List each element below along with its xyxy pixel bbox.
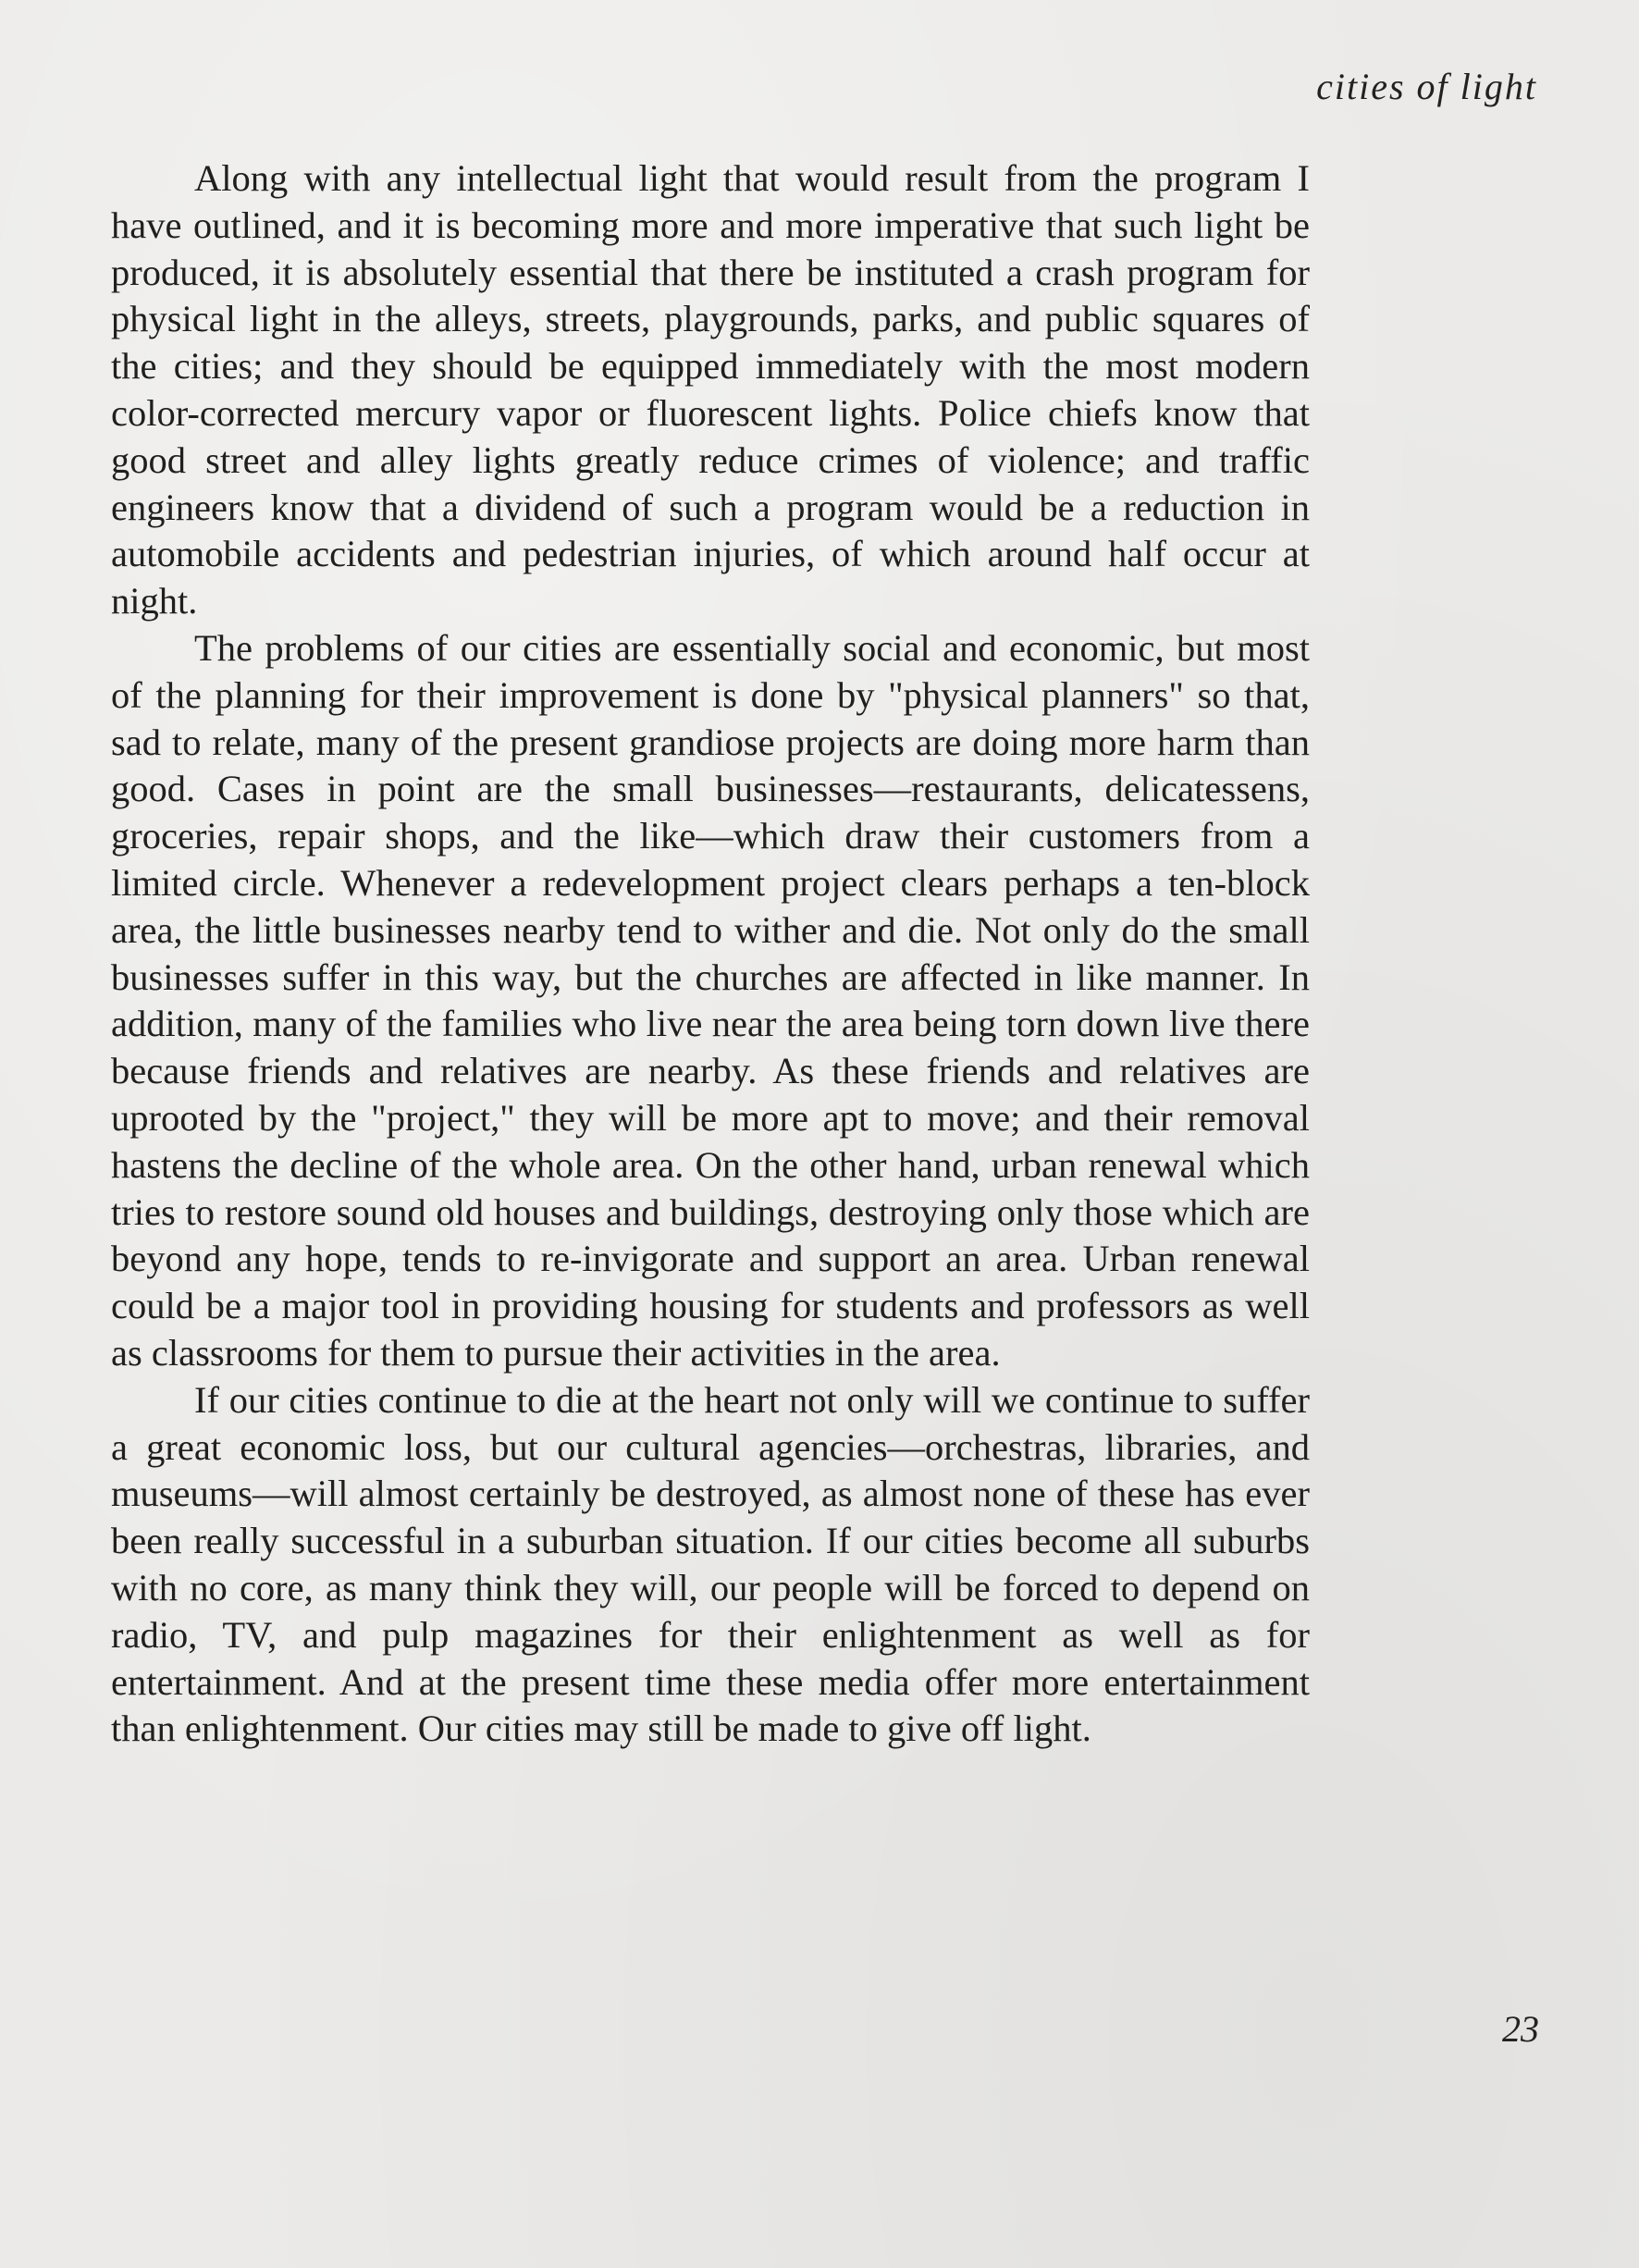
running-head: cities of light: [1316, 66, 1537, 107]
paragraph-3: If our cities continue to die at the heart not only will we continue to suffer a great economic loss, but our cultural agencies—orchestras, libraries, and museums—will almost certainly be destroyed, as almost none of these has ever been really successful in a suburban situation. If our cities become all suburbs with no core, as many think they will, our people will be forced to depend on radio, TV, and pulp magazines for their enlightenment as well as for entertainment. And at the present time these media offer more entertainment than enlightenment. Our cities may still be made to give off light.: [111, 1378, 1310, 1750]
body-text: [111, 155, 1310, 1753]
page-number: 23: [1502, 2008, 1539, 2050]
paragraph-2: The problems of our cities are essentially social and economic, but most of the planning for their improvement is done by "physical planners" so that, sad to relate, many of the present grandiose projects are doing more harm than good. Cases in point are the small businesses—restaurants, delicatessens, groceries, repair shops, and the like—which draw their customers from a limited circle. Whenever a redevelopment project clears perhaps a ten-block area, the little businesses nearby tend to wither and die. Not only do the small businesses suffer in this way, but the churches are affected in like manner. In addition, many of the families who live near the area being torn down live there because friends and relatives are nearby. As these friends and relatives are uprooted by the "project," they will be more apt to move; and their removal hastens the decline of the whole area. On the other hand, urban renewal which tries to restore sound old houses and buildings, destroying only those which are beyond any hope, tends to re-invigorate and support an area. Urban renewal could be a major tool in providing housing for students and professors as well as classrooms for them to pursue their activities in the area.: [111, 626, 1310, 1374]
paragraph-1: Along with any intellectual light that would result from the program I have outlined, and it is becoming more and more imperative that such light be produced, it is absolutely essential that there be instituted a crash program for physical light in the alleys, streets, playgrounds, parks, and public squares of the cities; and they should be equipped immediately with the most modern color-corrected mercury vapor or fluorescent lights. Police chiefs know that good street and alley lights greatly reduce crimes of violence; and traffic engineers know that a dividend of such a program would be a reduction in automobile accidents and pedestrian injuries, of which around half occur at night.: [111, 157, 1310, 622]
